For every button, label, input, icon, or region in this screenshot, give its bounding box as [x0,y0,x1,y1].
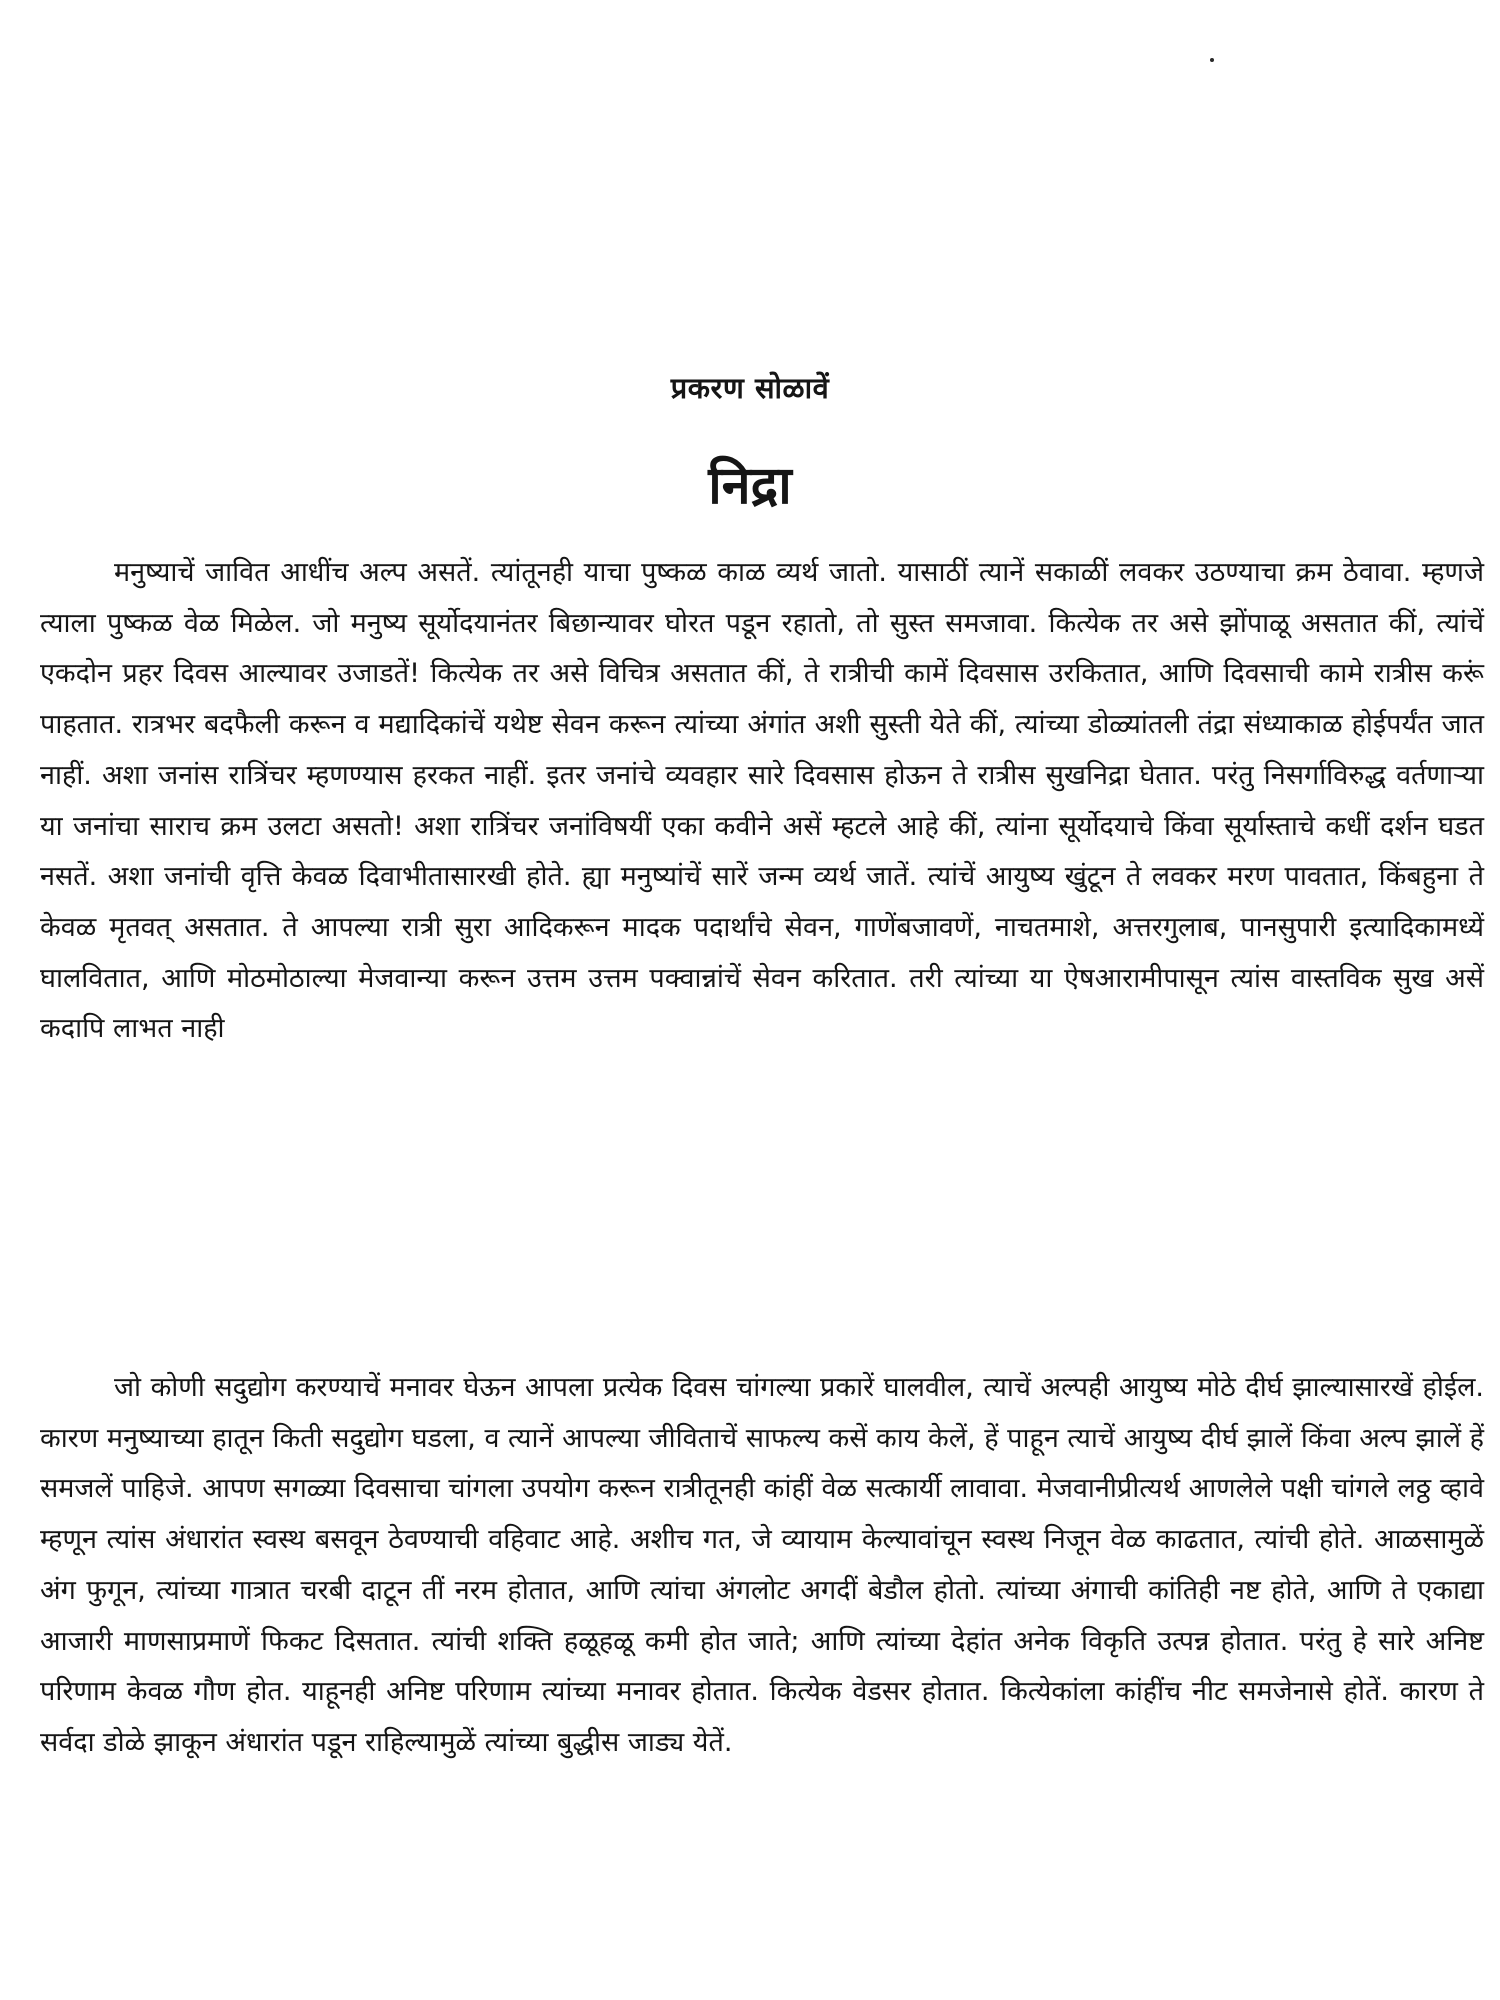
chapter-title: निद्रा [708,456,792,516]
paragraph-2: जो कोणी सदुद्योग करण्याचें मनावर घेऊन आपला प्रत्येक दिवस चांगल्या प्रकारें घालवील, त्याचें अल्पही आयुष्य मोठे दीर्घ झाल्यासारखें होईल. कारण मनुष्याच्या हातून किती सदुद्योग घडला, व त्यानें आपल्या जीविताचें साफल्य कसें काय केलें, हें पाहून त्याचें आयुष्य दीर्घ झालें किंवा अल्प झालें हें समजलें पाहिजे. आपण सगळ्या दिवसाचा चांगला उपयोग करून रात्रीतूनही कांहीं वेळ सत्कार्यी लावावा. मेजवानीप्रीत्यर्थ आणलेले पक्षी चांगले लठ्ठ व्हावे म्हणून त्यांस अंधारांत स्वस्थ बसवून ठेवण्याची वहिवाट आहे. अशीच गत, जे व्यायाम केल्यावांचून स्वस्थ निजून वेळ काढतात, त्यांची होते. आळसामुळें अंग फुगून, त्यांच्या गात्रात चरबी दाटून तीं नरम होतात, आणि त्यांचा अंगलोट अगदीं बेडौल होतो. त्यांच्या अंगाची कांतिही नष्ट होते, आणि ते एकाद्या आजारी माणसाप्रमाणें फिकट दिसतात. त्यांची शक्ति हळूहळू कमी होत जाते; आणि त्यांच्या देहांत अनेक विकृति उत्पन्न होतात. परंतु हे सारे अनिष्ट परिणाम केवळ गौण होत. याहूनही अनिष्ट परिणाम त्यांच्या मनावर होतात. कित्येक वेडसर होतात. कित्येकांला कांहींच नीट समजेनासे होतें. कारण ते सर्वदा डोळे झाकून अंधारांत पडून राहिल्यामुळें त्यांच्या बुद्धीस जाड्य येतें. [40,1372,1484,1758]
chapter-label: प्रकरण सोळावें [670,371,830,405]
paragraph-1: मनुष्याचें जावित आधींच अल्प असतें. त्यांतूनही याचा पुष्कळ काळ व्यर्थ जातो. यासाठीं त्यानें सकाळीं लवकर उठण्याचा क्रम ठेवावा. म्हणजे त्याला पुष्कळ वेळ मिळेल. जो मनुष्य सूर्योदयानंतर बिछान्यावर घोरत पडून रहातो, तो सुस्त समजावा. कित्येक तर असे झोंपाळू असतात कीं, त्यांचें एकदोन प्रहर दिवस आल्यावर उजाडतें! कित्येक तर असे विचित्र असतात कीं, ते रात्रीची कामें दिवसास उरकितात, आणि दिवसाची कामे रात्रीस करूं पाहतात. रात्रभर बदफैली करून व मद्यादिकांचें यथेष्ट सेवन करून त्यांच्या अंगांत अशी सुस्ती येते कीं, त्यांच्या डोळ्यांतली तंद्रा संध्याकाळ होईपर्यंत जात नाहीं. अशा जनांस रात्रिंचर म्हणण्यास हरकत नाहीं. इतर जनांचे व्यवहार सारे दिवसास होऊन ते रात्रीस सुखनिद्रा घेतात. परंतु निसर्गाविरुद्ध वर्तणाऱ्या या जनांचा साराच क्रम उलटा असतो! अशा रात्रिंचर जनांविषयीं एका कवीने असें म्हटले आहे कीं, त्यांना सूर्योदयाचे किंवा सूर्यास्ताचे कधीं दर्शन घडत नसतें. अशा जनांची वृत्ति केवळ दिवाभीतासारखी होते. ह्या मनुष्यांचें सारें जन्म व्यर्थ जातें. त्यांचें आयुष्य खुंटून ते लवकर मरण पावतात, किंबहुना ते केवळ मृतवत् असतात. ते आपल्या रात्री सुरा आदिकरून मादक पदार्थांचे सेवन, गाणेंबजावणें, नाचतमाशे, अत्तरगुलाब, पानसुपारी इत्यादिकामध्यें घालवितात, आणि मोठमोठाल्या मेजवान्या करून उत्तम उत्तम पक्वान्नांचें सेवन करितात. तरी त्यांच्या या ऐषआरामीपासून त्यांस वास्तविक सुख असें कदापि लाभत नाही [40,557,1484,1045]
print-speck [1210,58,1214,62]
